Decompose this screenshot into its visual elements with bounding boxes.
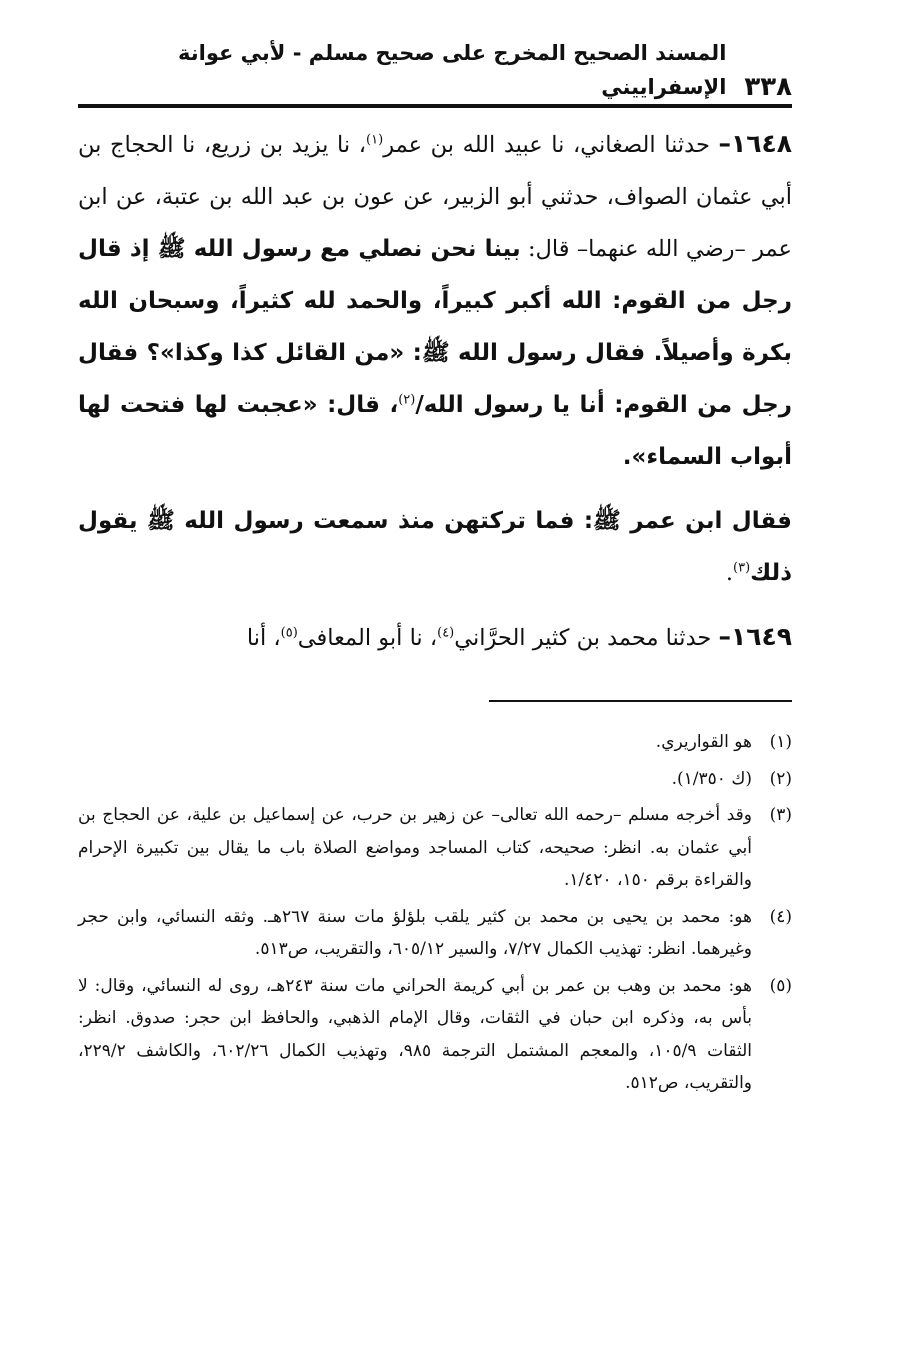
footnote-number: (٥): [769, 975, 792, 996]
narrator-comment-paragraph: [78, 495, 792, 599]
footnote-ref: (٣): [733, 560, 751, 576]
running-title: المسند الصحيح المخرج على صحيح مسلم - لأبي عوانة الإسفراييني: [178, 41, 727, 99]
matn-text: ، قال: «عجبت لها فتحت لها أبواب السماء».: [78, 392, 792, 470]
footnote-ref: (٥): [280, 625, 298, 641]
footnote-ref: (٤): [437, 625, 455, 641]
isnad-text: ، نا يزيد بن زريع، نا الحجاج بن أبي عثمان الصواف، حدثني أبو الزبير، عن عون بن عبد الله بن عتبة، عن ابن عمر –رضي الله عنهما– قال:: [78, 132, 792, 262]
hadith-paragraph-1649: [78, 611, 792, 664]
isnad-text: حدثنا الصغاني، نا عبيد الله بن عمر: [383, 132, 710, 158]
footnote-ref: (١): [366, 132, 384, 148]
footnote-item: [78, 901, 792, 966]
header-rule: [78, 104, 792, 108]
isnad-text: حدثنا محمد بن كثير الحرَّاني: [454, 625, 712, 651]
footnote-number: (٣): [769, 805, 792, 825]
hadith-dash: –: [718, 129, 731, 158]
hadith-number: ١٦٤٨: [730, 129, 793, 158]
isnad-text: ، أنا: [246, 625, 281, 651]
isnad-text: ، نا أبو المعافى: [297, 625, 438, 651]
matn-text: بينا نحن نصلي مع رسول الله ﷺ إذ قال رجل من القوم: الله أكبر كبيراً، والحمد لله كثيراً، وسبحان الله بكرة وأصيلاً. فقال رسول الله ﷺ: «من القائل كذا وكذا»؟ فقال رجل من القوم: أنا يا رسول الله/: [78, 236, 792, 418]
footnote-text: (ك ١/٣٥٠).: [671, 768, 752, 789]
footnote-text: وقد أخرجه مسلم –رحمه الله تعالى– عن زهير بن حرب، عن إسماعيل بن علية، عن الحجاج بن أبي عثمان به. انظر: صحيحه، كتاب المساجد ومواضع الصلاة باب ما يقال بين تكبيرة الإحرام والقراءة برقم ١٥٠، ١/٤٢٠.: [78, 805, 752, 890]
footnote-number: (٢): [769, 768, 792, 789]
footnote-text: هو: محمد بن يحيى بن محمد بن كثير يلقب بلؤلؤ مات سنة ٢٦٧هـ. وثقه النسائي، وابن حجر وغيرهما. انظر: تهذيب الكمال ٧/٢٧، والسير ٦٠٥/١٢، والتقريب، ص٥١٣.: [78, 906, 752, 959]
footnote-number: (٤): [769, 906, 792, 927]
footnote-number: (١): [769, 732, 792, 752]
page-header: [78, 41, 792, 104]
footnote-item: [78, 763, 792, 796]
end-dot: .: [725, 560, 733, 586]
footnote-text: هو: محمد بن وهب بن عمر بن أبي كريمة الحراني مات سنة ٢٤٣هـ، روى له النسائي، وقال: لا بأس به، وذكره ابن حبان في الثقات، وقال الإمام الذهبي، والحافظ ابن حجر: صدوق. انظر: الثقات ١٠٥/٩، والمعجم المشتمل الترجمة ٩٨٥، وتهذيب الكمال ٦٠٢/٢٦، والكاشف ٢٢٩/٢، والتقريب، ص٥١٢.: [78, 975, 752, 1093]
footnote-text: هو القواريري.: [655, 732, 752, 752]
hadith-number: ١٦٤٩: [730, 622, 792, 651]
hadith-dash: –: [718, 622, 731, 651]
footnote-separator: [489, 700, 792, 702]
footnote-item: [78, 970, 792, 1100]
footnotes: [78, 726, 792, 1104]
hadith-paragraph-1648: [78, 118, 792, 483]
page-number: ٣٣٨: [744, 72, 792, 102]
footnote-item: [78, 799, 792, 897]
matn-text: فقال ابن عمر ﷺ: فما تركتهن منذ سمعت رسول الله ﷺ يقول ذلك: [78, 508, 792, 586]
footnote-item: [78, 726, 792, 759]
footnote-ref: (٢): [398, 392, 416, 408]
main-text: [78, 118, 792, 676]
